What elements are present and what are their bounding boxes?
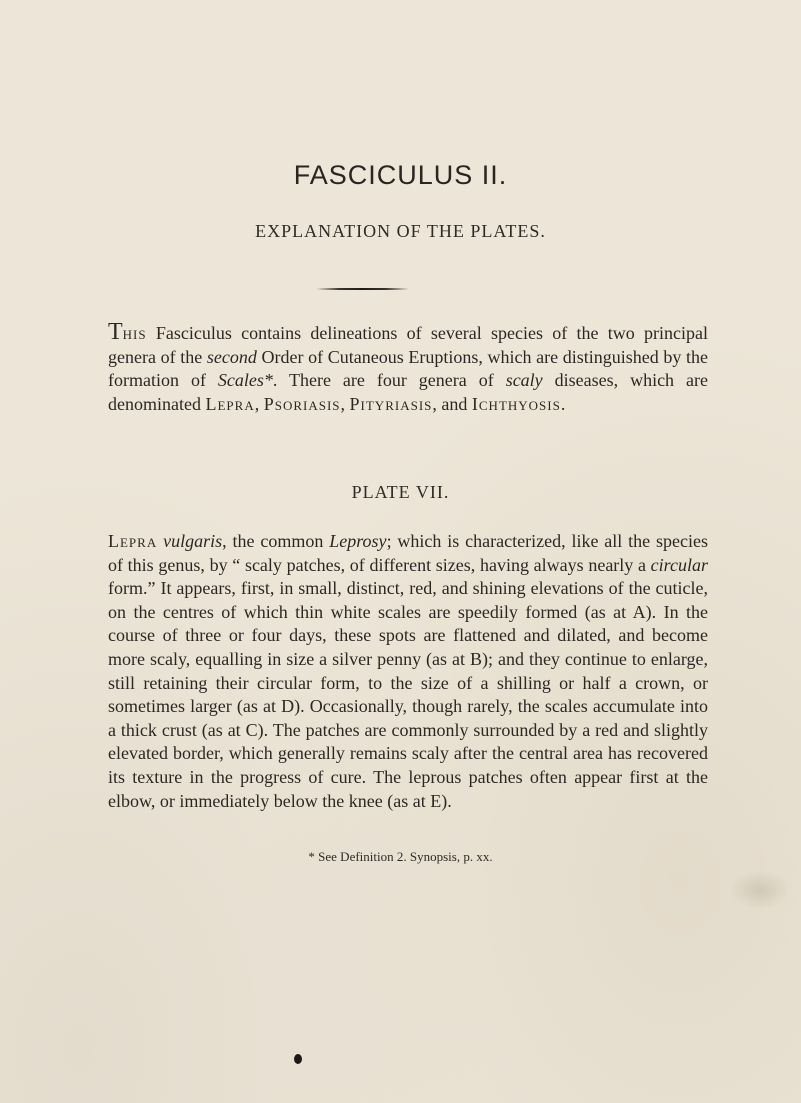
genus-lepra: Lepra: [205, 393, 255, 414]
ornamental-rule: [316, 288, 409, 290]
emphasis-second: second: [206, 346, 257, 367]
term-lepra: Lepra: [108, 531, 158, 551]
genus-psoriasis: Psoriasis: [263, 393, 341, 414]
explanation-heading: EXPLANATION OF THE PLATES.: [255, 221, 546, 241]
paper-stain: [730, 870, 790, 910]
term-circular: circular: [650, 554, 708, 575]
ink-blot: [294, 1054, 302, 1064]
plate-vii-heading: PLATE VII.: [351, 482, 450, 502]
genus-ichthyosis: Ichthyosis: [471, 393, 561, 414]
drop-capital: T: [108, 319, 123, 345]
term-vulgaris: vulgaris: [163, 531, 223, 551]
footnote: * See Definition 2. Synopsis, p. xx.: [308, 849, 493, 864]
emphasis-scaly: scaly: [505, 370, 543, 391]
emphasis-scales: Scales*: [217, 370, 273, 391]
fasciculus-title: FASCICULUS II.: [293, 160, 508, 190]
intro-paragraph: This Fasciculus contains delineations of several species of the two principal genera of the second Order of Cutaneous Eruptions, which are distinguished by the formation of Scales*. There are four genera of scaly diseases, which are denominated Lepra, Psoriasis, Pityriasis, and Ichthyosis.: [108, 319, 708, 414]
term-leprosy: Leprosy: [329, 531, 387, 551]
plate-vii-paragraph: Lepra vulgaris, the common Leprosy; which is characterized, like all the species of this genus, by “ scaly patches, of different sizes, having always nearly a circular form.” It appears, first, in small, distinct, red, and shining elevations of the cuticle, on the centres of which thin white scales are speedily formed (as at A). In the course of three or four days, these spots are flattened and dilated, and become more scaly, equalling in size a silver penny (as at B); and they continue to enlarge, still retaining their circular form, to the size of a shilling or half a crown, or sometimes larger (as at D). Occasionally, though rarely, the scales accumulate into a thick crust (as at C). The patches are commonly surrounded by a red and slightly elevated border, which generally remains scaly after the central area has recovered its texture in the progress of cure. The leprous patches often appear first at the elbow, or immediately below the knee (as at E).: [108, 531, 709, 811]
genus-pityriasis: Pityriasis: [349, 393, 433, 414]
